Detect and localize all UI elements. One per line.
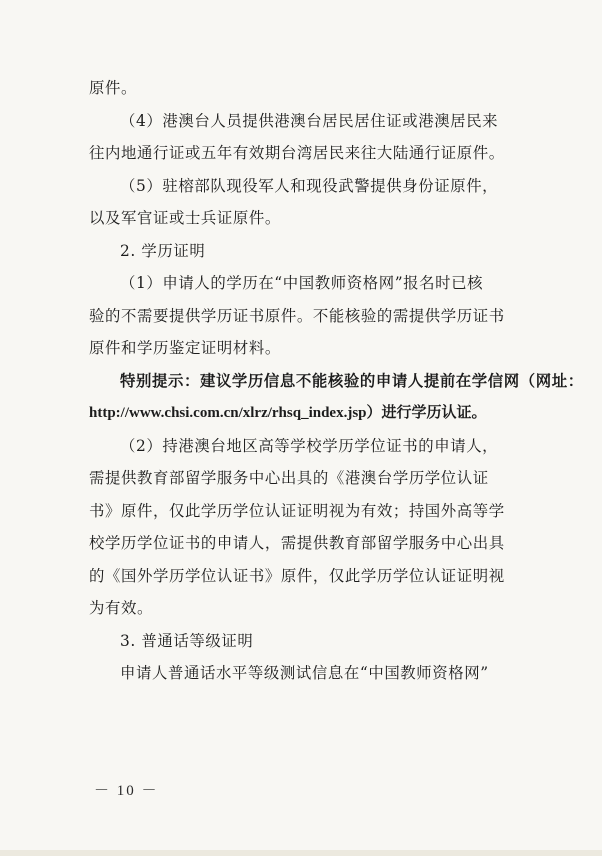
text-line: 3. 普通话等级证明 [120, 631, 254, 650]
text-line: 2. 学历证明 [120, 241, 206, 260]
text-line: 的《国外学历学位认证书》原件，仅此学历学位认证证明视 [89, 566, 505, 585]
text-line: （5）驻榕部队现役军人和现役武警提供身份证原件， [120, 176, 499, 195]
text-line: 申请人普通话水平等级测试信息在“中国教师资格网” [120, 664, 489, 682]
text-line: 需提供教育部留学服务中心出具的《港澳台学历学位认证 [89, 469, 489, 487]
text-line: 往内地通行证或五年有效期台湾居民来往大陆通行证原件。 [89, 144, 505, 162]
url-text-line: http://www.chsi.com.cn/xlrz/rhsq_index.jsp）进行学历认证。 [89, 405, 487, 421]
text-line: 特别提示：建议学历信息不能核验的申请人提前在学信网（网址： [120, 371, 584, 390]
text-line: 原件。 [89, 79, 137, 97]
paragraph [89, 430, 509, 625]
paragraph [89, 170, 509, 235]
document-body [89, 72, 584, 690]
text-line: （4）港澳台人员提供港澳台居民居住证或港澳居民来 [120, 111, 499, 130]
paragraph [89, 105, 509, 170]
paragraph [89, 365, 584, 430]
text-line: （1）申请人的学历在“中国教师资格网”报名时已核 [120, 274, 484, 292]
text-line: 验的不需要提供学历证书原件。不能核验的需提供学历证书 [89, 306, 505, 325]
text-line: 校学历学位证书的申请人，需提供教育部留学服务中心出具 [89, 534, 505, 552]
text-line: （2）持港澳台地区高等学校学历学位证书的申请人， [120, 436, 499, 455]
text-line: 为有效。 [89, 599, 153, 617]
paragraph [89, 72, 509, 105]
text-line: 以及军官证或士兵证原件。 [89, 209, 281, 227]
page-bottom-edge [0, 850, 602, 856]
text-line: 原件和学历鉴定证明材料。 [89, 339, 281, 357]
paragraph [89, 267, 509, 365]
paragraph [89, 657, 509, 690]
page-number: － 10 － [94, 783, 159, 799]
paragraph [89, 235, 509, 268]
paragraph [89, 625, 509, 658]
text-line: 书》原件，仅此学历学位认证证明视为有效；持国外高等学 [89, 501, 505, 520]
